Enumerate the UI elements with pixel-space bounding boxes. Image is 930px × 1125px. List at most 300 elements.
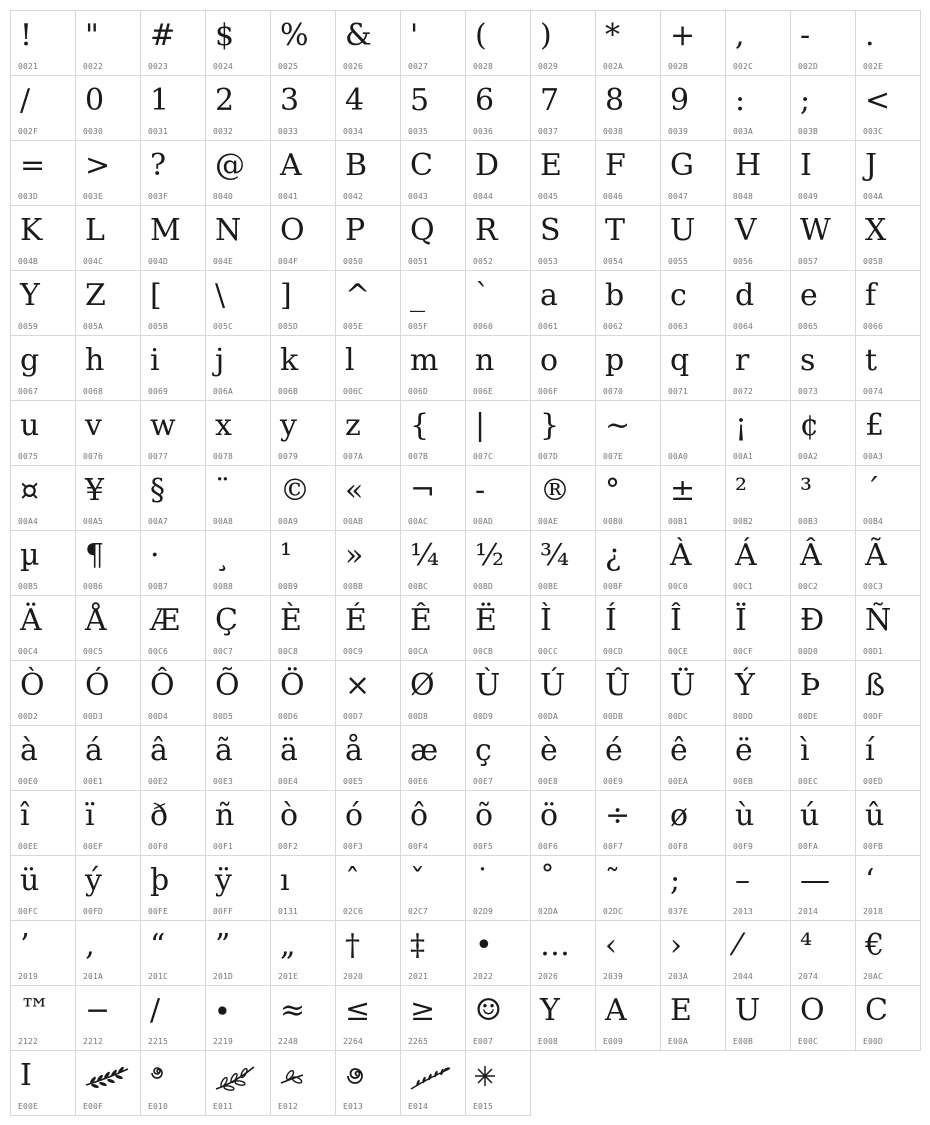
glyph-char: ü [20,863,40,898]
glyph-char: ≈ [280,993,306,1028]
glyph-char: l [345,343,355,378]
glyph-cell [205,270,271,336]
glyph-codepoint: 00FD [83,907,104,916]
glyph-char: ¸ [215,538,230,573]
glyph-cell [595,465,661,531]
glyph-char: ; [800,83,811,118]
glyph-cell [400,75,466,141]
glyph-char: ? [150,148,167,183]
glyph-char: c [670,278,687,313]
glyph-codepoint: E010 [148,1102,169,1111]
glyph-cell [790,10,856,76]
glyph-codepoint: 0051 [408,257,429,266]
glyph-char: © [280,473,310,508]
glyph-codepoint: 00CB [473,647,494,656]
glyph-cell [270,400,336,466]
glyph-codepoint: 00B6 [83,582,104,591]
glyph-codepoint: 006A [213,387,234,396]
glyph-char: “ [150,928,166,963]
glyph-cell [140,660,206,726]
glyph-cell [465,530,531,596]
glyph-cell [400,595,466,661]
glyph-char: 9 [670,83,690,118]
glyph-codepoint: 00E6 [408,777,429,786]
glyph-codepoint: 00B5 [18,582,39,591]
glyph-cell [335,75,401,141]
glyph-char: ø [670,798,689,833]
glyph-codepoint: 00CA [408,647,429,656]
glyph-char: Ð [800,603,825,638]
glyph-codepoint: 0053 [538,257,559,266]
glyph-cell [400,725,466,791]
glyph-char: ¤ [20,473,40,508]
glyph-cell [400,985,466,1051]
glyph-char: * [605,18,620,53]
glyph-char: Ó [85,668,110,703]
glyph-char: V [735,213,757,248]
glyph-codepoint: 00BC [408,582,429,591]
glyph-cell [140,75,206,141]
glyph-codepoint: 2022 [473,972,494,981]
glyph-cell [465,920,531,986]
glyph-char: B [345,148,368,183]
glyph-char: ú [800,798,820,833]
glyph-codepoint: 00C8 [278,647,299,656]
glyph-cell [660,400,726,466]
glyph-codepoint: 2264 [343,1037,364,1046]
glyph-cell [335,465,401,531]
glyph-cell [855,465,921,531]
glyph-codepoint: 0040 [213,192,234,201]
glyph-char: 2 [215,83,235,118]
glyph-codepoint: 2219 [213,1037,234,1046]
glyph-char: Ã [865,538,887,573]
glyph-char: û [865,798,885,833]
glyph-cell [855,205,921,271]
glyph-cell [790,205,856,271]
glyph-cell [465,465,531,531]
glyph-codepoint: 00AD [473,517,494,526]
glyph-codepoint: 004D [148,257,169,266]
glyph-codepoint: 003F [148,192,169,201]
glyph-codepoint: 00E8 [538,777,559,786]
glyph-codepoint: 00A3 [863,452,884,461]
glyph-cell [595,75,661,141]
glyph-char: ’ [20,928,30,963]
glyph-codepoint: 0049 [798,192,819,201]
glyph-char: $ [215,18,235,53]
glyph-char: ¾ [540,538,570,573]
glyph-codepoint: 0024 [213,62,234,71]
glyph-char: y [280,408,297,443]
glyph-char: [ [150,278,162,313]
glyph-cell [205,530,271,596]
glyph-codepoint: 00DE [798,712,819,721]
glyph-cell [10,595,76,661]
glyph-codepoint: 00AC [408,517,429,526]
glyph-cell [465,205,531,271]
glyph-codepoint: 2026 [538,972,559,981]
glyph-codepoint: 00E2 [148,777,169,786]
glyph-codepoint: 201D [213,972,234,981]
glyph-codepoint: 0075 [18,452,39,461]
glyph-codepoint: 002A [603,62,624,71]
glyph-codepoint: 0042 [343,192,364,201]
glyph-cell [725,855,791,921]
glyph-char: ³ [800,473,813,508]
glyph-codepoint: 00C6 [148,647,169,656]
glyph-char: T [605,213,626,248]
glyph-cell [855,660,921,726]
glyph-codepoint: 00F5 [473,842,494,851]
glyph-char: … [540,928,570,963]
glyph-cell [270,75,336,141]
glyph-cell [660,10,726,76]
glyph-char: ˇ [410,863,425,898]
glyph-codepoint: 00CC [538,647,559,656]
glyph-char: ( [475,18,487,53]
glyph-cell [595,10,661,76]
glyph-codepoint: 00A4 [18,517,39,526]
glyph-cell [10,335,76,401]
glyph-codepoint: E007 [473,1037,494,1046]
glyph-char: É [345,603,367,638]
glyph-codepoint: 0065 [798,322,819,331]
glyph-cell [790,400,856,466]
glyph-codepoint: 006C [343,387,364,396]
glyph-char: ê [670,733,688,768]
glyph-char: ™ [20,993,50,1028]
glyph-codepoint: 0058 [863,257,884,266]
glyph-codepoint: 0063 [668,322,689,331]
glyph-char: 5 [410,83,430,118]
glyph-codepoint: 2021 [408,972,429,981]
glyph-char: E [670,993,692,1028]
glyph-cell [660,530,726,596]
glyph-cell [10,205,76,271]
glyph-char: ù [735,798,755,833]
glyph-cell [660,790,726,856]
glyph-cell [400,660,466,726]
glyph-char: ì [800,733,810,768]
glyph-codepoint: 201C [148,972,169,981]
glyph-codepoint: 005A [83,322,104,331]
glyph-cell [595,595,661,661]
glyph-char: P [345,213,366,248]
glyph-codepoint: 00FF [213,907,234,916]
wheat-branch-icon [409,1065,451,1095]
glyph-char: Å [85,603,107,638]
glyph-char: 8 [605,83,625,118]
glyph-codepoint: 00EE [18,842,39,851]
glyph-codepoint: 00B1 [668,517,689,526]
glyph-codepoint: 00A1 [733,452,754,461]
glyph-cell [335,660,401,726]
glyph-codepoint: E00A [668,1037,689,1046]
glyph-codepoint: 00F8 [668,842,689,851]
glyph-char: ^ [345,278,371,313]
glyph-codepoint: 00E7 [473,777,494,786]
glyph-codepoint: 0026 [343,62,364,71]
glyph-codepoint: 2044 [733,972,754,981]
glyph-codepoint: 0060 [473,322,494,331]
leafy-branch-icon [214,1065,256,1095]
glyph-char: Ì [540,603,552,638]
glyph-char: Î [670,603,682,638]
glyph-codepoint: 007B [408,452,429,461]
glyph-cell [205,400,271,466]
glyph-codepoint: 00FE [148,907,169,916]
glyph-codepoint: 00C2 [798,582,819,591]
glyph-cell [595,400,661,466]
glyph-cell [140,10,206,76]
glyph-cell [660,270,726,336]
glyph-codepoint: 00FC [18,907,39,916]
glyph-codepoint: 003D [18,192,39,201]
glyph-cell [465,855,531,921]
glyph-cell [10,10,76,76]
glyph-codepoint: 00DF [863,712,884,721]
glyph-cell [465,1050,531,1116]
glyph-codepoint: 00A2 [798,452,819,461]
glyph-codepoint: 007C [473,452,494,461]
glyph-cell [10,400,76,466]
glyph-codepoint: 0055 [668,257,689,266]
glyph-cell [75,10,141,76]
glyph-cell [660,595,726,661]
glyph-cell [205,1050,271,1116]
glyph-codepoint: 00B7 [148,582,169,591]
glyph-codepoint: 00AB [343,517,364,526]
glyph-codepoint: 00A5 [83,517,104,526]
glyph-cell [530,660,596,726]
glyph-cell [75,790,141,856]
glyph-cell [400,270,466,336]
glyph-char: Ê [410,603,432,638]
glyph-char: ñ [215,798,235,833]
glyph-codepoint: 0074 [863,387,884,396]
glyph-char: ˆ [345,863,360,898]
glyph-char: ⁄ [735,928,741,963]
glyph-cell [465,10,531,76]
glyph-char: ‚ [85,928,95,963]
glyph-codepoint: 0057 [798,257,819,266]
glyph-char: ò [280,798,299,833]
glyph-cell [270,725,336,791]
glyph-cell [205,790,271,856]
glyph-cell [335,400,401,466]
glyph-cell [530,75,596,141]
glyph-cell [140,530,206,596]
glyph-char: + [670,18,696,53]
glyph-codepoint: 2248 [278,1037,299,1046]
glyph-codepoint: E012 [278,1102,299,1111]
glyph-cell [140,205,206,271]
glyph-char: Ø [410,668,435,703]
glyph-codepoint: 2019 [18,972,39,981]
glyph-char: ¹ [280,538,293,573]
glyph-char: E [540,148,562,183]
glyph-cell [530,400,596,466]
glyph-cell [400,920,466,986]
glyph-char: v [85,408,102,443]
glyph-codepoint: 004C [83,257,104,266]
glyph-codepoint: 0072 [733,387,754,396]
glyph-cell [270,335,336,401]
glyph-cell [790,985,856,1051]
glyph-cell [660,335,726,401]
glyph-codepoint: 0056 [733,257,754,266]
glyph-char: p [605,343,625,378]
glyph-codepoint: 0037 [538,127,559,136]
glyph-char: X [865,213,887,248]
glyph-char: 6 [475,83,495,118]
glyph-cell [75,400,141,466]
glyph-cell [10,1050,76,1116]
glyph-char: O [800,993,825,1028]
glyph-codepoint: 203A [668,972,689,981]
glyph-char: è [540,733,558,768]
glyph-cell [75,75,141,141]
glyph-char: À [670,538,692,573]
glyph-codepoint: 0046 [603,192,624,201]
glyph-codepoint: E011 [213,1102,234,1111]
glyph-cell [660,140,726,206]
glyph-codepoint: 201E [278,972,299,981]
glyph-codepoint: 00A9 [278,517,299,526]
glyph-cell [10,725,76,791]
glyph-codepoint: 2020 [343,972,364,981]
glyph-codepoint: 00BE [538,582,559,591]
glyph-codepoint: E00E [18,1102,39,1111]
glyph-cell [725,270,791,336]
glyph-cell [660,205,726,271]
glyph-codepoint: 00D5 [213,712,234,721]
glyph-char: t [865,343,878,378]
glyph-char: µ [20,538,40,573]
glyph-char: ] [280,278,292,313]
glyph-cell [270,595,336,661]
glyph-char: & [345,18,372,53]
glyph-char: × [345,668,371,703]
glyph-char: % [280,18,309,53]
glyph-cell [530,530,596,596]
glyph-codepoint: 00D9 [473,712,494,721]
glyph-char: ~ [605,408,631,443]
glyph-cell [595,985,661,1051]
glyph-codepoint: 005D [278,322,299,331]
glyph-codepoint: 00EB [733,777,754,786]
glyph-codepoint: 02DA [538,907,559,916]
glyph-char: ˙ [475,863,490,898]
glyph-cell [140,270,206,336]
glyph-char: – [735,863,750,898]
glyph-cell [75,270,141,336]
glyph-char: g [20,343,40,378]
glyph-char: ÿ [215,863,232,898]
glyph-codepoint: 0043 [408,192,429,201]
glyph-cell [790,920,856,986]
glyph-codepoint: 0071 [668,387,689,396]
glyph-codepoint: 0034 [343,127,364,136]
glyph-char: ” [215,928,231,963]
glyph-cell [400,1050,466,1116]
glyph-codepoint: 0073 [798,387,819,396]
glyph-char: J [865,148,878,183]
glyph-cell [855,270,921,336]
glyph-cell [725,75,791,141]
glyph-cell [465,985,531,1051]
glyph-char: ã [215,733,233,768]
glyph-codepoint: E00F [83,1102,104,1111]
glyph-char: ¶ [85,538,105,573]
glyph-codepoint: 00B2 [733,517,754,526]
glyph-cell [75,140,141,206]
glyph-char: Ý [735,668,755,703]
glyph-char: Ú [540,668,566,703]
glyph-cell [205,465,271,531]
glyph-cell [465,790,531,856]
glyph-cell [335,1050,401,1116]
glyph-codepoint: 0031 [148,127,169,136]
glyph-codepoint: 002E [863,62,884,71]
glyph-cell [335,205,401,271]
glyph-cell [725,920,791,986]
glyph-codepoint: 2014 [798,907,819,916]
glyph-char: ` [475,278,490,313]
glyph-char: Q [410,213,435,248]
glyph-cell [205,985,271,1051]
glyph-cell [530,855,596,921]
glyph-char: r [735,343,750,378]
glyph-codepoint: 0077 [148,452,169,461]
glyph-cell [270,205,336,271]
glyph-cell [400,335,466,401]
glyph-cell [790,335,856,401]
glyph-char: { [410,408,430,443]
glyph-codepoint: 0052 [473,257,494,266]
glyph-cell [725,400,791,466]
glyph-codepoint: 0076 [83,452,104,461]
glyph-cell [725,530,791,596]
glyph-char: # [150,18,176,53]
glyph-char: Ü [670,668,696,703]
glyph-cell [530,10,596,76]
glyph-cell [855,335,921,401]
glyph-cell [595,270,661,336]
glyph-codepoint: 002C [733,62,754,71]
glyph-codepoint: 00D6 [278,712,299,721]
glyph-char: | [475,408,486,443]
glyph-cell [465,660,531,726]
glyph-cell [595,855,661,921]
glyph-cell [725,140,791,206]
glyph-cell [660,985,726,1051]
glyph-cell [75,660,141,726]
glyph-cell [335,920,401,986]
glyph-cell [205,140,271,206]
glyph-cell [140,725,206,791]
snowflake-icon [474,1065,496,1091]
glyph-codepoint: 00C9 [343,647,364,656]
glyph-cell [725,725,791,791]
glyph-char: ² [735,473,748,508]
glyph-char: ½ [475,538,505,573]
glyph-char: " [85,18,99,53]
glyph-cell [270,920,336,986]
glyph-cell [790,270,856,336]
glyph-cell [140,140,206,206]
